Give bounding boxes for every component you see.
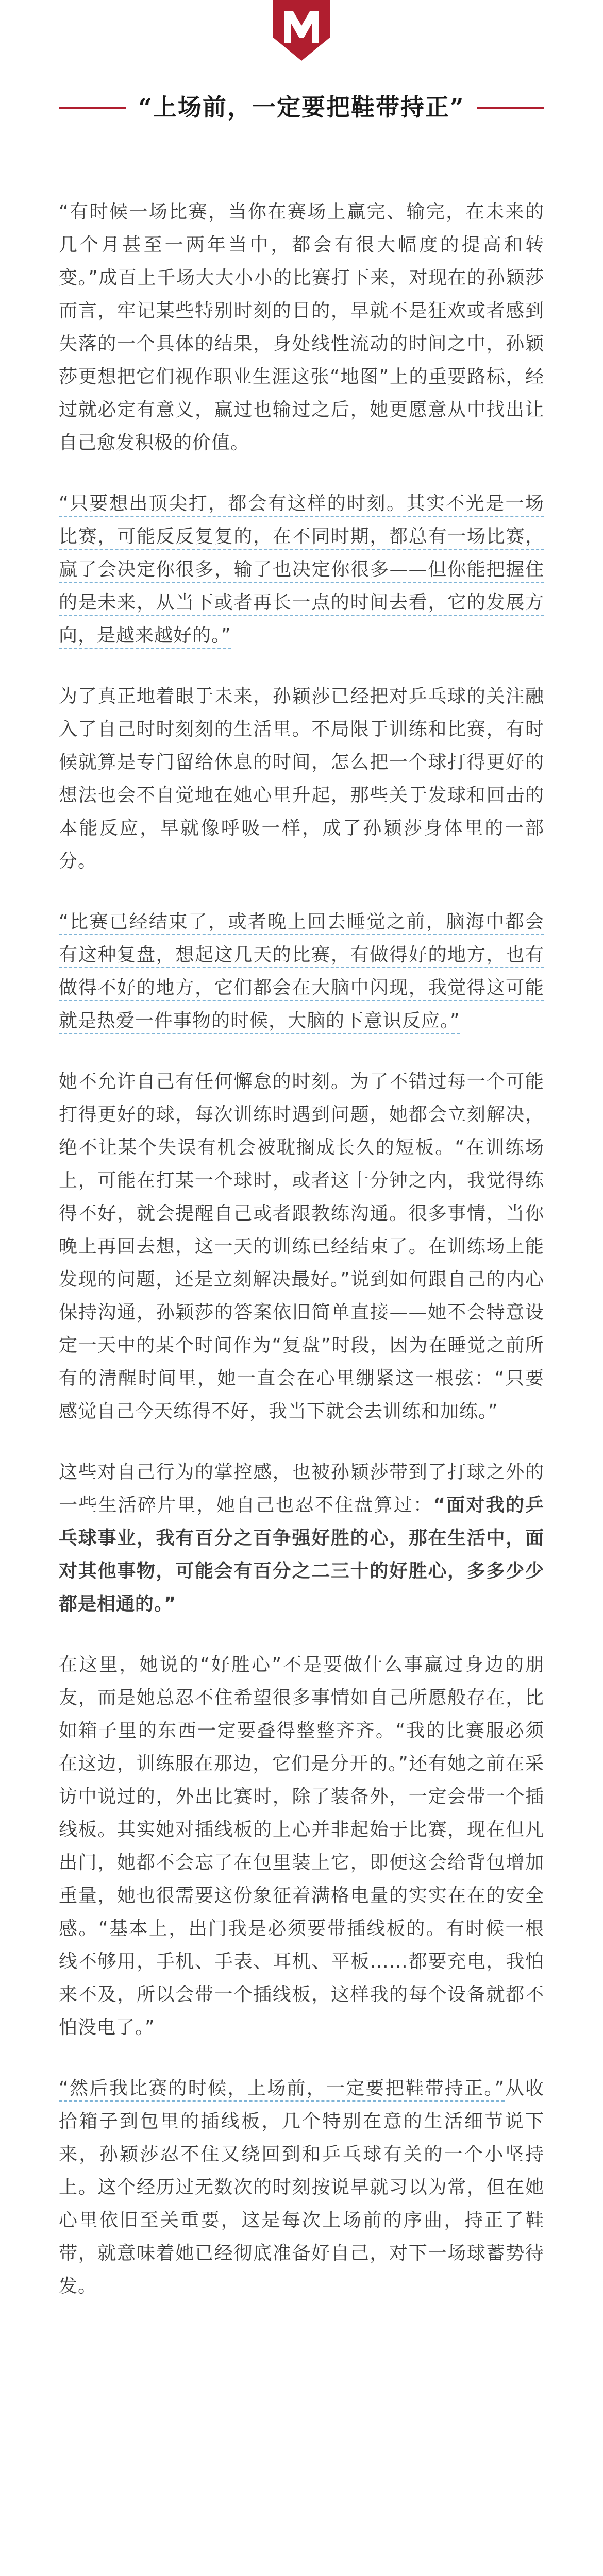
quote-paragraph [59,487,544,652]
paragraph-with-quote [59,2072,544,2303]
article-heading [0,82,603,134]
emphasized-quote: “面对我的乒乓球事业，我有百分之百争强好胜的心，那在生活中，面对其他事物，可能会有百分之二三十的好胜心，多多少少都是相通的。” [59,1495,544,1615]
paragraph: 为了真正地着眼于未来，孙颖莎已经把对乒乓球的关注融入了自己时时刻刻的生活里。不局限于训练和比赛，有时候就算是专门留给休息的时间，怎么把一个球打得更好的想法也会不自觉地在她心里升起，那些关于发球和回击的本能反应，早就像呼吸一样，成了孙颖莎身体里的一部分。 [59,686,544,872]
pentagon-m-logo-icon [270,0,333,64]
paragraph-with-emphasis [59,1456,544,1621]
paragraph: 在这里，她说的“好胜心”不是要做什么事赢过身边的朋友，而是她总忍不住希望很多事情如自己所愿般存在，比如箱子里的东西一定要叠得整整齐齐。“我的比赛服必须在这边，训练服在那边，它们是分开的。”还有她之前在采访中说过的，外出比赛时，除了装备外，一定会带一个插线板。其实她对插线板的上心并非起始于比赛，现在但凡出门，她都不会忘了在包里装上它，即便这会给背包增加重量，她也很需要这份象征着满格电量的实实在在的安全感。“基本上，出门我是必须要带插线板的。有时候一根线不够用，手机、手表、耳机、平板……都要充电，我怕来不及，所以会带一个插线板，这样我的每个设备就都不怕没电了。” [59,1654,544,2038]
quote-text: “然后我比赛的时候，上场前，一定要把鞋带持正。” [59,2078,505,2099]
paragraph: 她不允许自己有任何懈怠的时刻。为了不错过每一个可能打得更好的球，每次训练时遇到问题，她都会立刻解决，绝不让某个失误有机会被耽搁成长久的短板。“在训练场上，可能在打某一个球时，或者这十分钟之内，我觉得练得不好，就会提醒自己或者跟教练沟通。很多事情，当你晚上再回去想，这一天的训练已经结束了。在训练场上能发现的问题，还是立刻解决最好。”说到如何跟自己的内心保持沟通，孙颖莎的答案依旧简单直接——她不会特意设定一天中的某个时间作为“复盘”时段，因为在睡觉之前所有的清醒时间里，她一直会在心里绷紧这一根弦：“只要感觉自己今天练得不好，我当下就会去训练和加练。” [59,1071,544,1422]
quote-text: “比赛已经结束了，或者晚上回去睡觉之前，脑海中都会有这种复盘，想起这几天的比赛，有做得好的地方，也有做得不好的地方，它们都会在大脑中闪现，我觉得这可能就是热爱一件事物的时候，大脑的下意识反应。” [59,911,544,1031]
article-title: “上场前，一定要把鞋带持正” [138,93,465,121]
heading-rule-left [59,107,126,109]
article-body [59,196,544,2331]
paragraph: “有时候一场比赛，当你在赛场上赢完、输完，在未来的几个月甚至一两年当中，都会有很大幅度的提高和转变。”成百上千场大大小小的比赛打下来，对现在的孙颖莎而言，牢记某些特别时刻的目的，早就不是狂欢或者感到失落的一个具体的结果，身处线性流动的时间之中，孙颖莎更想把它们视作职业生涯这张“地图”上的重要路标，经过就必定有意义，赢过也输过之后，她更愿意从中找出让自己愈发积极的价值。 [59,201,544,453]
quote-paragraph [59,906,544,1038]
quote-text: “只要想出顶尖打，都会有这样的时刻。其实不光是一场比赛，可能反反复复的，在不同时期，都总有一场比赛，赢了会决定你很多，输了也决定你很多——但你能把握住的是未来，从当下或者再长一点的时间去看，它的发展方向，是越来越好的。” [59,493,544,646]
heading-rule-right [477,107,544,109]
paragraph-text: 从收拾箱子到包里的插线板，几个特别在意的生活细节说下来，孙颖莎忍不住又绕回到和乒乓球有关的一个小坚持上。这个经历过无数次的时刻按说早就习以为常，但在她心里依旧至关重要，这是每次上场前的序曲，持正了鞋带，就意味着她已经彻底准备好自己，对下一场球蓄势待发。 [59,2078,544,2297]
paragraph-lead: 这些对自己行为的掌控感，也被孙颖莎带到了打球之外的一些生活碎片里，她自己也忍不住盘算过： [59,1462,544,1516]
